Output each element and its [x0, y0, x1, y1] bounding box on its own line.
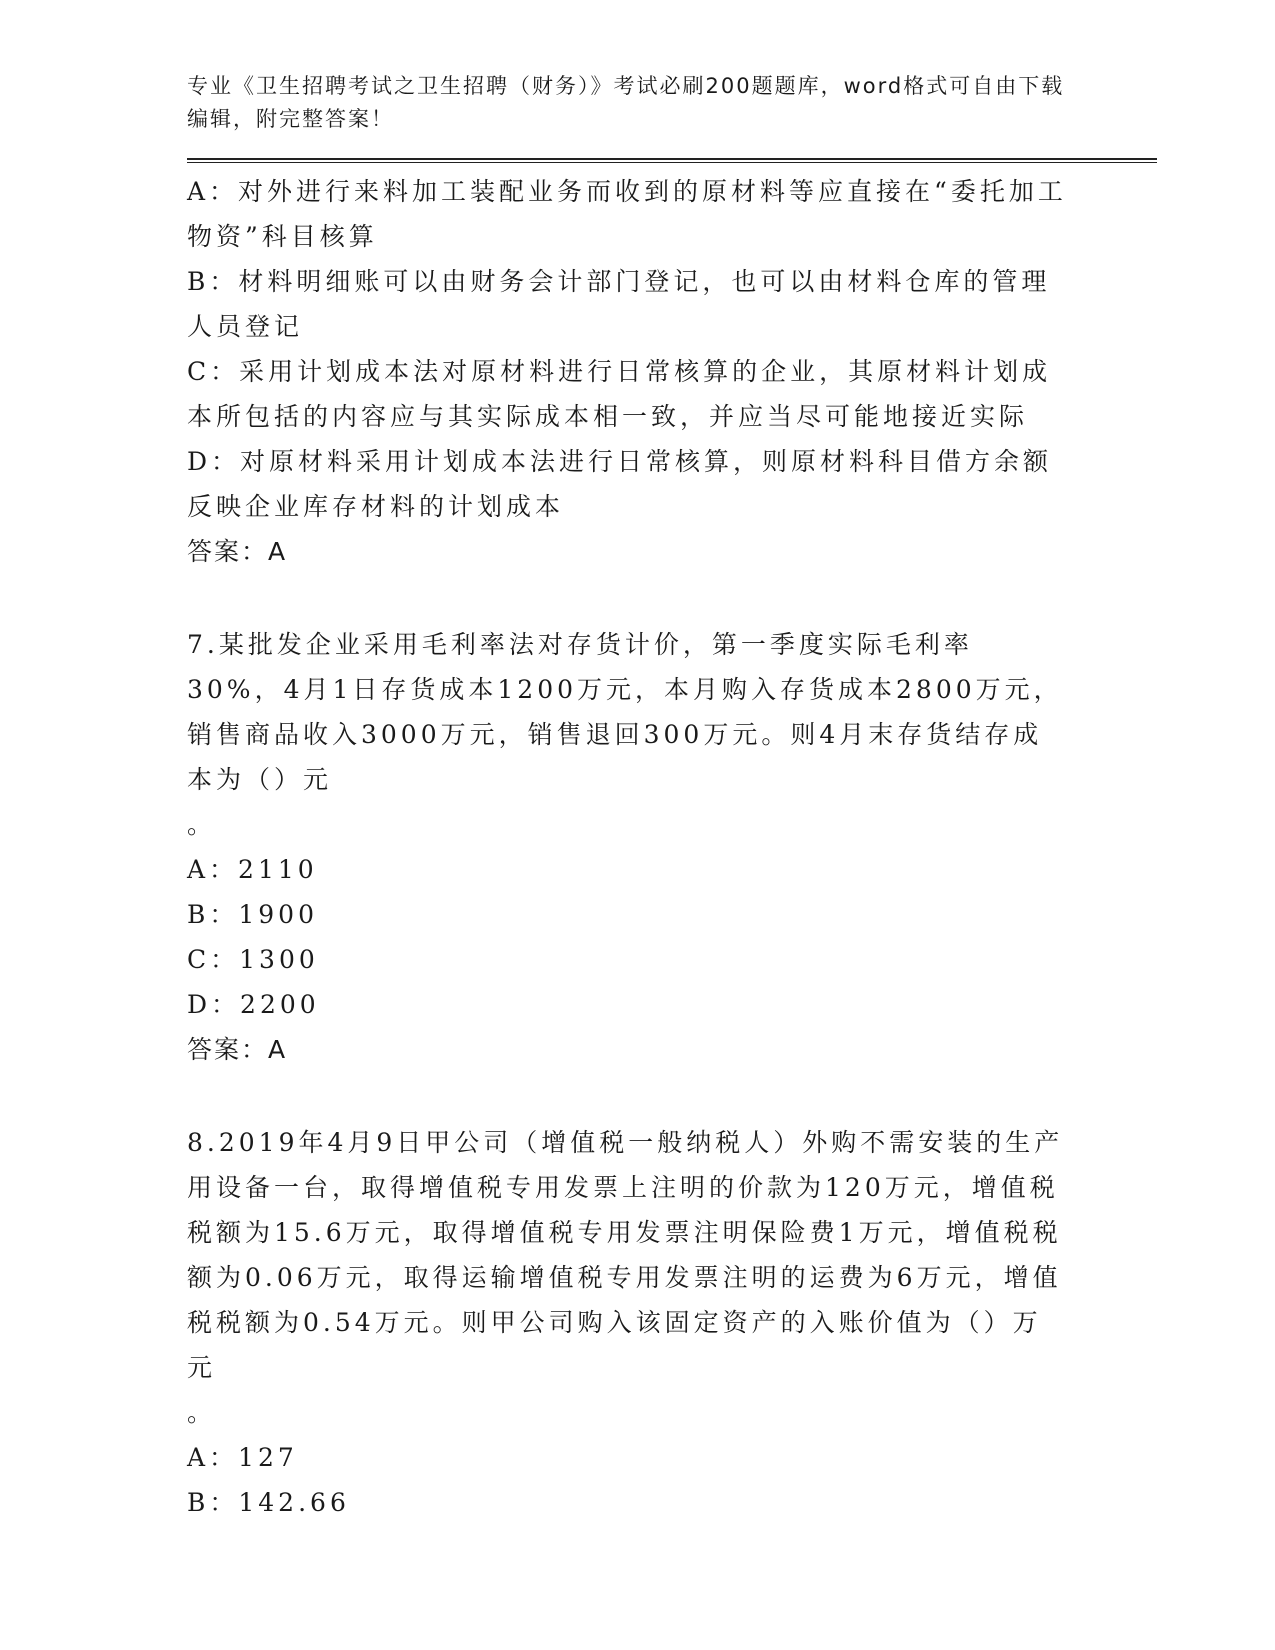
- q6-option-a: A：对外进行来料加工装配业务而收到的原材料等应直接在“委托加工物资”科目核算: [187, 177, 1067, 251]
- header-divider-thin: [187, 162, 1157, 163]
- spacer: [187, 1072, 1087, 1114]
- q7-option-b: B：1900: [187, 900, 318, 929]
- q7-option-d: D：2200: [187, 990, 320, 1019]
- header-divider: [187, 158, 1157, 163]
- q7-option-a: A：2110: [187, 855, 318, 884]
- q7-stem-end: 。: [187, 810, 213, 839]
- q8-option-a: A：127: [187, 1443, 298, 1472]
- q6-answer: 答案：A: [187, 537, 288, 566]
- question-8: [187, 1120, 1087, 1525]
- question-6-options: [187, 169, 1087, 574]
- question-7: [187, 622, 1087, 1072]
- q6-option-c: C：采用计划成本法对原材料进行日常核算的企业，其原材料计划成本所包括的内容应与其实际成本相一致，并应当尽可能地接近实际: [187, 357, 1052, 431]
- q6-option-b: B：材料明细账可以由财务会计部门登记，也可以由材料仓库的管理人员登记: [187, 267, 1051, 341]
- q7-option-c: C：1300: [187, 945, 319, 974]
- q7-stem: 7.某批发企业采用毛利率法对存货计价，第一季度实际毛利率30%，4月1日存货成本1200万元，本月购入存货成本2800万元，销售商品收入3000万元，销售退回300万元。则4月末存货结存成本为（）元: [187, 630, 1063, 794]
- q8-stem: 8.2019年4月9日甲公司（增值税一般纳税人）外购不需安装的生产用设备一台，取得增值税专用发票上注明的价款为120万元，增值税税额为15.6万元，取得增值税专用发票注明保险费1万元，增值税税额为0.06万元，取得运输增值税专用发票注明的运费为6万元，增值税税额为0.54万元。则甲公司购入该固定资产的入账价值为（）万元: [187, 1128, 1064, 1382]
- spacer: [187, 574, 1087, 616]
- q6-option-d: D：对原材料采用计划成本法进行日常核算，则原材料科目借方余额反映企业库存材料的计划成本: [187, 447, 1053, 521]
- q8-stem-end: 。: [187, 1398, 213, 1427]
- q7-answer: 答案：A: [187, 1035, 288, 1064]
- document-header: 专业《卫生招聘考试之卫生招聘（财务）》考试必刷200题题库，word格式可自由下载编辑，附完整答案！: [187, 74, 1065, 131]
- document-page: [187, 70, 1087, 1525]
- q8-option-b: B：142.66: [187, 1488, 350, 1517]
